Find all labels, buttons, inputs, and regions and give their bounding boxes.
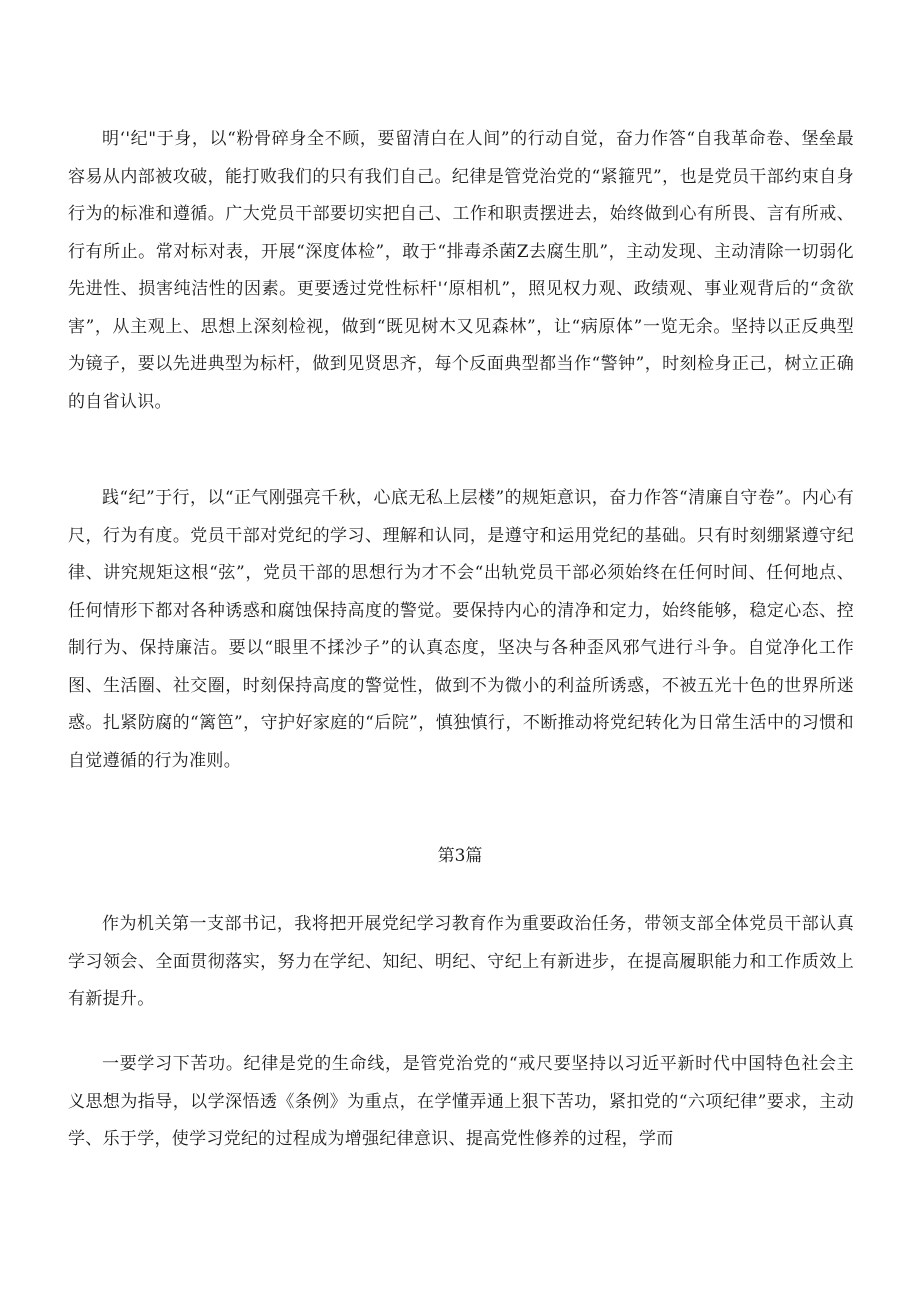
paragraph-branch-secretary-intro: 作为机关第一支部书记，我将把开展党纪学习教育作为重要政治任务，带领支部全体党员干部认真学习领会、全面贯彻落实，努力在学纪、知纪、明纪、守纪上有新进步，在提高履职能力和工作质效上有新提升。 (68, 914, 854, 1009)
section-heading: 第3篇 (437, 846, 483, 866)
paragraph-discipline-in-action: 践“纪”于行，以“正气刚强亮千秋，心底无私上层楼”的规矩意识，奋力作答“清廉自守卷”。内心有尺，行为有度。党员干部对党纪的学习、理解和认同，是遵守和运用党纪的基础。只有时刻绷紧遵守纪律、讲究规矩这根“弦”，党员干部的思想行为才不会“出轨党员干部必须始终在任何时间、任何地点、任何情形下都对各种诱惑和腐蚀保持高度的警觉。要保持内心的清净和定力，始终能够，稳定心态、控制行为、保持廉洁。要以“眼里不揉沙子”的认真态度，坚决与各种歪风邪气进行斗争。自觉净化工作图、生活圈、社交圈，时刻保持高度的警觉性，做到不为微小的利益所诱惑，不被五光十色的世界所迷惑。扎紧防腐的“篱笆”，守护好家庭的“后院”，慎独慎行，不断推动将党纪转化为日常生活中的习惯和自觉遵循的行为准则。 (68, 488, 854, 771)
paragraph-discipline-in-self: 明‘'纪"于身，以“粉骨碎身全不顾，要留清白在人间”的行动自觉，奋力作答“自我革命卷、堡垒最容易从内部被攻破，能打败我们的只有我们自己。纪律是管党治党的“紧箍咒”，也是党员干部约束自身行为的标准和遵循。广大党员干部要切实把自己、工作和职责摆进去，始终做到心有所畏、言有所戒、行有所止。常对标对表，开展“深度体检”，敢于“排毒杀菌Z去腐生肌”，主动发现、主动清除一切弱化先进性、损害纯洁性的因素。更要透过党性标杆'‘原相机”，照见权力观、政绩观、事业观背后的“贪欲害”，从主观上、思想上深刻检视，做到“既见树木又见森林”，让“病原体”一览无余。坚持以正反典型为镜子，要以先进典型为标杆，做到见贤思齐，每个反面典型都当作“警钟”，时刻检身正己，树立正确的自省认识。 (68, 129, 854, 412)
paragraph-study-hard: 一要学习下苦功。纪律是党的生命线，是管党治党的“戒尺要坚持以习近平新时代中国特色社会主义思想为指导，以学深悟透《条例》为重点，在学懂弄通上狠下苦功，紧扣党的“六项纪律”要求，主动学、乐于学，使学习党纪的过程成为增强纪律意识、提高党性修养的过程，学而 (68, 1054, 854, 1149)
